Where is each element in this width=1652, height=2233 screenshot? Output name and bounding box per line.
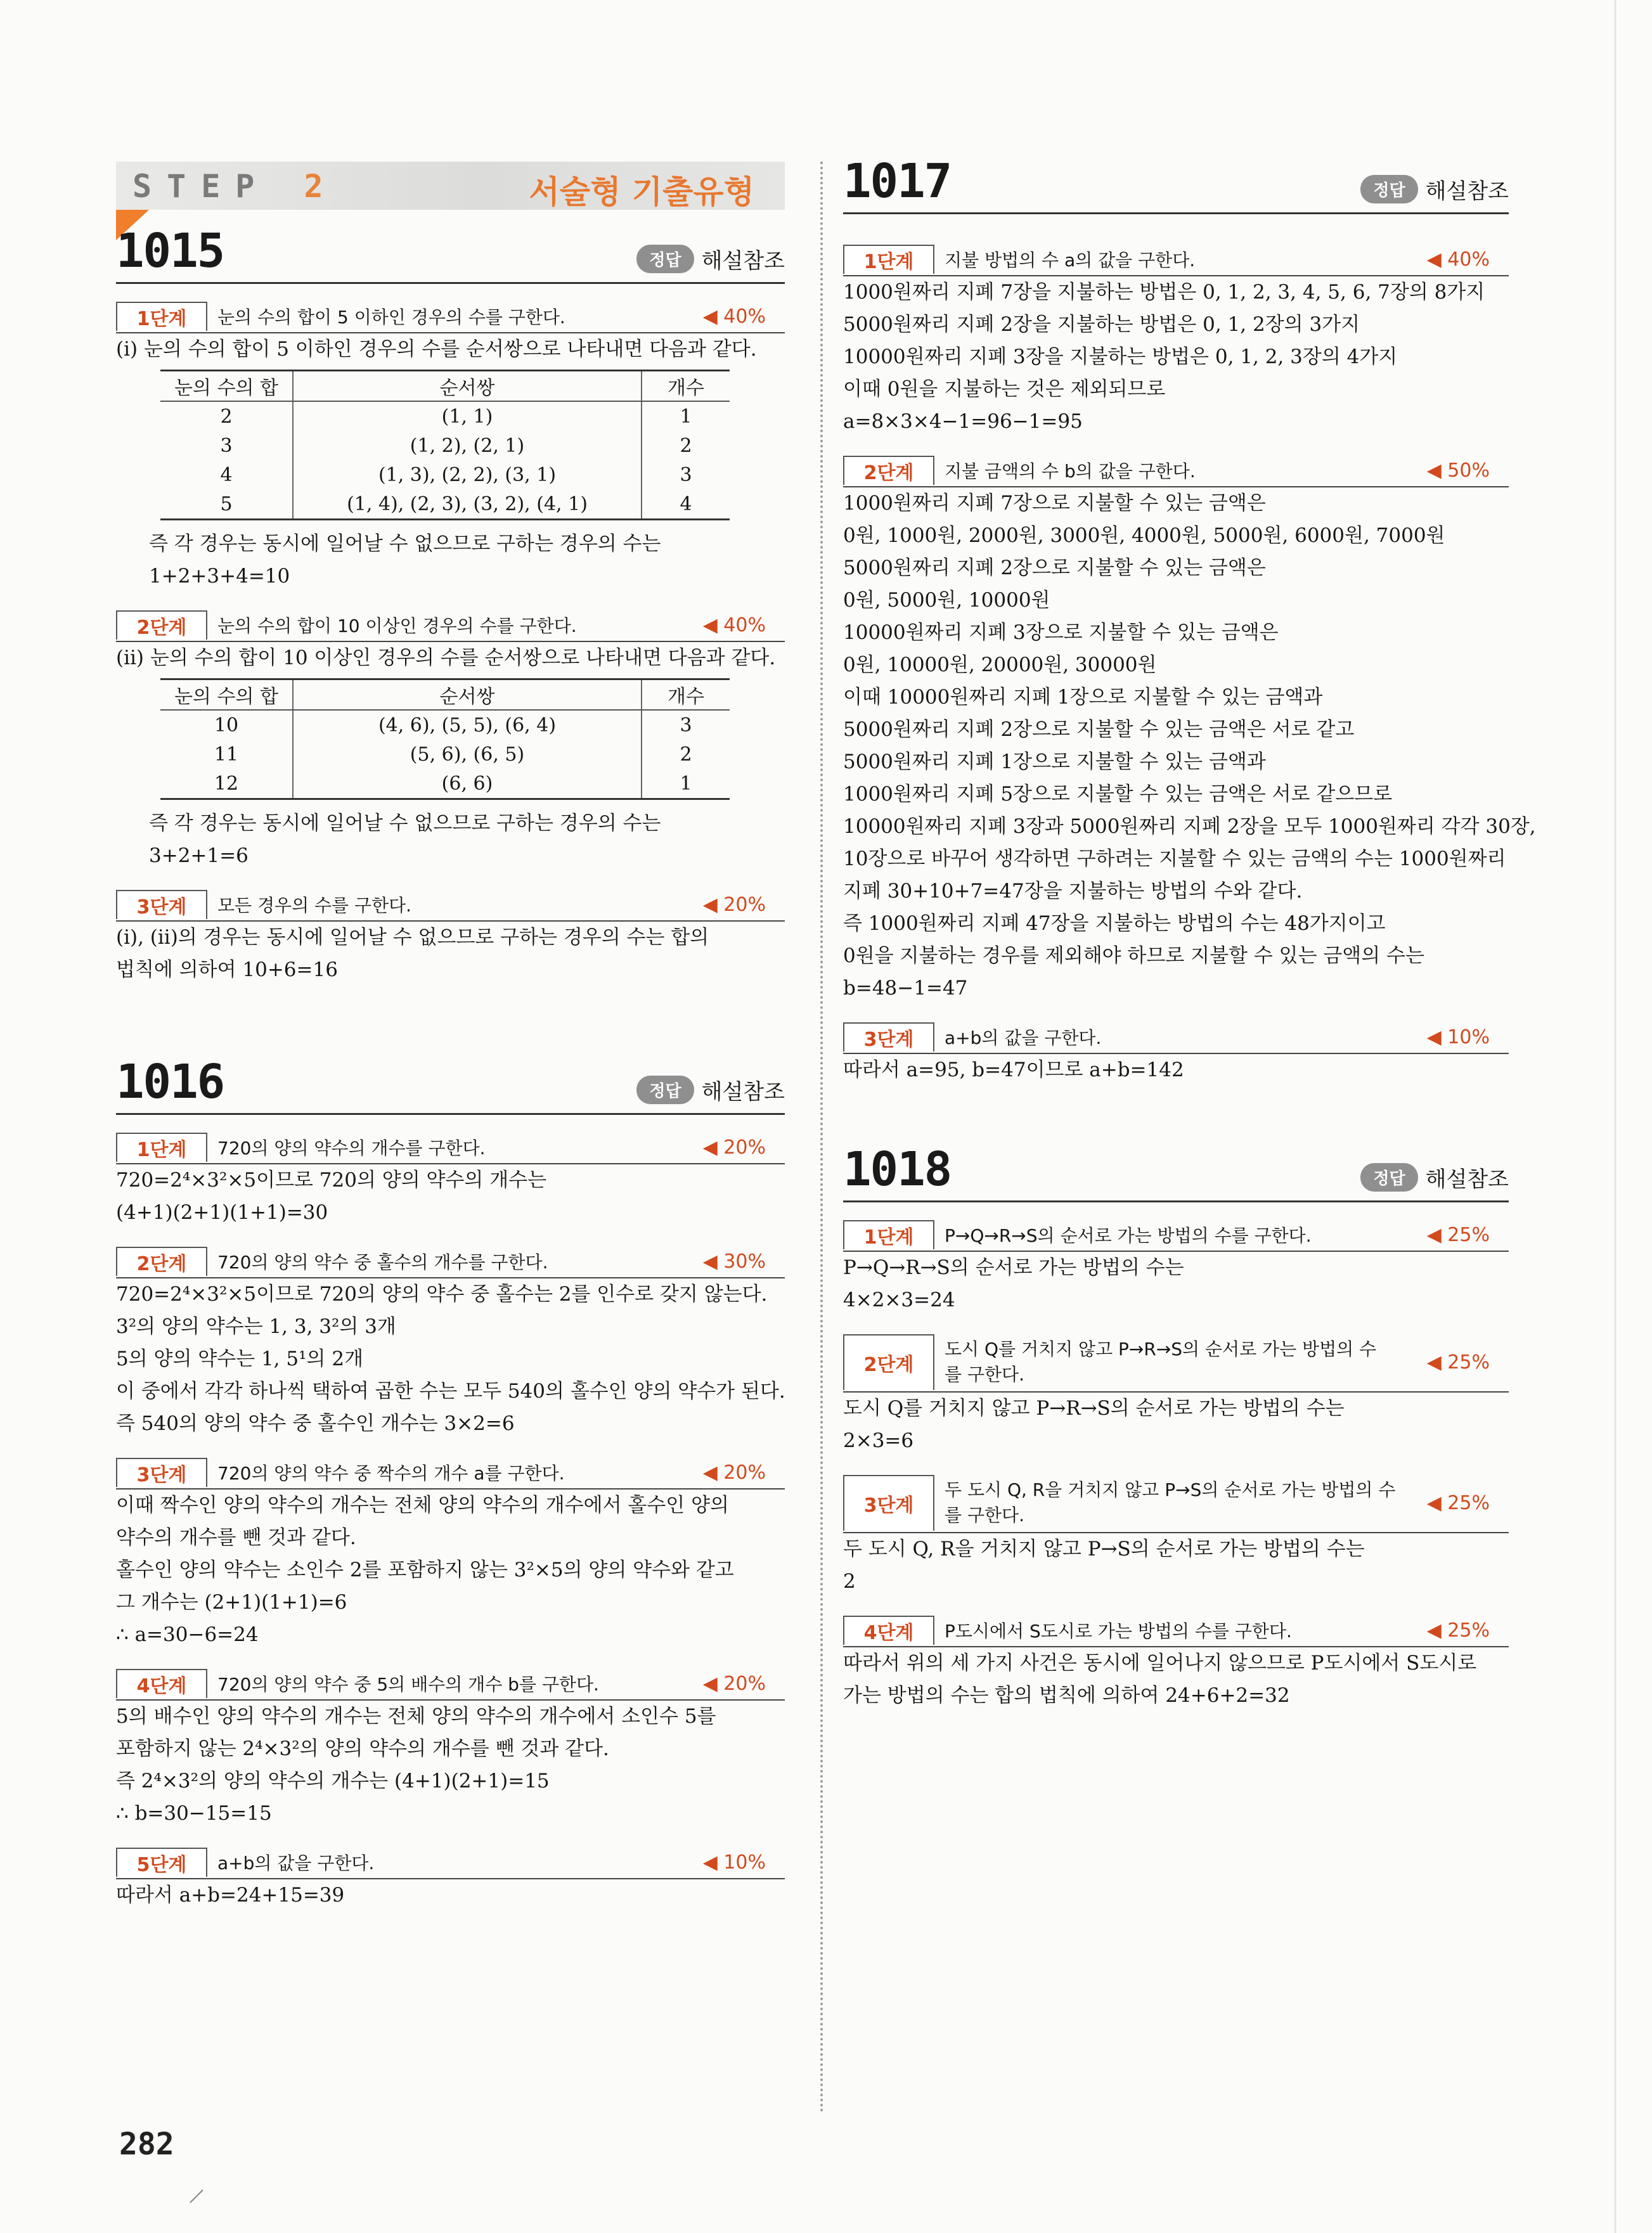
stage-1: [843, 243, 1509, 276]
solution-line: 두 도시 Q, R을 거치지 않고 P→S의 순서로 가는 방법의 수는: [843, 1538, 1365, 1561]
stage-label: 3단계: [843, 1022, 934, 1052]
stage-description: 720의 양의 약수 중 홀수의 개수를 구한다.: [217, 1252, 548, 1273]
solution-line: (ⅱ) 눈의 수의 합이 10 이상인 경우의 수를 순서쌍으로 나타내면 다음과 같다.: [116, 647, 776, 669]
stage-percent: ◀ 40%: [702, 305, 766, 328]
sum-table-2: [160, 678, 730, 800]
stage-1: [116, 300, 785, 333]
stage-description: 모든 경우의 수를 구한다.: [217, 895, 412, 916]
stage-description-line: 를 구한다.: [945, 1505, 1024, 1526]
column-divider: [820, 162, 823, 2114]
stage-percent: ◀ 40%: [702, 614, 766, 636]
answer-reference: 해설참조: [1425, 1167, 1509, 1192]
solution-line: 따라서 a+b=24+15=39: [116, 1884, 345, 1907]
stage-description: a+b의 값을 구한다.: [217, 1853, 375, 1874]
stage-3: [843, 1021, 1509, 1054]
step-title: 서술형 기출유형: [529, 174, 754, 210]
stage-label: 1단계: [843, 245, 934, 274]
solution-line: 10000원짜리 지폐 3장으로 지불할 수 있는 금액은: [843, 621, 1279, 644]
solution-line: 10000원짜리 지폐 3장과 5000원짜리 지폐 2장을 모두 1000원짜리 각각 30장,: [843, 815, 1536, 838]
solution-line: (ⅰ) 눈의 수의 합이 5 이하인 경우의 수를 순서쌍으로 나타내면 다음과 같다.: [116, 338, 757, 361]
solution-line: 1+2+3+4=10: [149, 565, 290, 588]
table-row: 10 (4, 6), (5, 5), (6, 4) 3: [160, 710, 730, 740]
stage-description-line: 두 도시 Q, R을 거치지 않고 P→S의 순서로 가는 방법의 수: [945, 1479, 1396, 1500]
stage-label: 2단계: [116, 610, 207, 640]
stage-label: 1단계: [116, 302, 207, 331]
solution-line: 즉 2⁴×3²의 양의 약수의 개수는 (4+1)(2+1)=15: [116, 1770, 550, 1792]
stage-description: 720의 양의 약수 중 짝수의 개수 a를 구한다.: [217, 1463, 565, 1484]
stage-percent: ◀ 25%: [1426, 1491, 1490, 1514]
solution-line: 0원, 5000원, 10000원: [843, 589, 1050, 612]
left-column: [116, 162, 785, 1912]
stage-description-line: 도시 Q를 거치지 않고 P→R→S의 순서로 가는 방법의 수: [945, 1339, 1377, 1360]
table-header: 눈의 수의 합: [160, 679, 293, 711]
solution-line: 2×3=6: [843, 1429, 914, 1452]
step-banner: [116, 162, 785, 210]
stage-description: 눈의 수의 합이 10 이상인 경우의 수를 구한다.: [217, 615, 577, 636]
solution-line: 1000원짜리 지폐 7장으로 지불할 수 있는 금액은: [843, 492, 1266, 515]
stage-description: [945, 1337, 1421, 1387]
solution-line: 그 개수는 (2+1)(1+1)=6: [116, 1591, 347, 1614]
table-header: 개수: [642, 679, 730, 711]
stage-description: P→Q→R→S의 순서로 가는 방법의 수를 구한다.: [945, 1225, 1312, 1246]
table-row: 3 (1, 2), (2, 1) 2: [160, 431, 730, 460]
solution-line: 5000원짜리 지폐 1장으로 지불할 수 있는 금액과: [843, 750, 1266, 773]
solution-line: 가는 방법의 수는 합의 법칙에 의하여 24+6+2=32: [843, 1684, 1290, 1707]
table-row: 4 (1, 3), (2, 2), (3, 1) 3: [160, 460, 730, 489]
stage-percent: ◀ 10%: [702, 1851, 766, 1874]
stage-label: 2단계: [843, 1334, 934, 1390]
stage-description-line: 를 구한다.: [945, 1364, 1024, 1385]
step-label: STEP 2: [132, 168, 339, 205]
solution-line: 5의 양의 약수는 1, 5¹의 2개: [116, 1348, 364, 1370]
stage-percent: ◀ 40%: [1426, 248, 1490, 271]
stage-3: [116, 889, 785, 922]
solution-line: 이 중에서 각각 하나씩 택하여 곱한 수는 모두 540의 홀수인 양의 약수가 된다.: [116, 1380, 785, 1403]
stage-4: [116, 1668, 785, 1701]
sum-table-1: [160, 370, 730, 520]
stage-label: 4단계: [843, 1616, 934, 1645]
solution-line: 도시 Q를 거치지 않고 P→R→S의 순서로 가는 방법의 수는: [843, 1397, 1345, 1420]
stage-percent: ◀ 25%: [1426, 1619, 1490, 1642]
answer-badge: 정답: [636, 245, 694, 273]
problem-1017-header: [843, 154, 1509, 214]
stage-percent: ◀ 10%: [1426, 1026, 1490, 1048]
solution-line: 10장으로 바꾸어 생각하면 구하려는 지불할 수 있는 금액의 수는 1000원짜리: [843, 847, 1506, 870]
solution-line: 약수의 개수를 뺀 것과 같다.: [116, 1526, 356, 1549]
solution-line: 홀수인 양의 약수는 소인수 2를 포함하지 않는 3²×5의 양의 약수와 같고: [116, 1559, 734, 1581]
solution-line: 3+2+1=6: [149, 844, 248, 867]
stage-percent: ◀ 20%: [702, 1461, 766, 1484]
table-row: 11 (5, 6), (6, 5) 2: [160, 740, 730, 769]
stage-description: 720의 양의 약수의 개수를 구한다.: [217, 1138, 486, 1159]
problem-1015-header: [116, 224, 785, 284]
solution-line: 2: [843, 1570, 856, 1593]
solution-line: 이때 0원을 지불하는 것은 제외되므로: [843, 378, 1166, 401]
solution-line: 즉 1000원짜리 지폐 47장을 지불하는 방법의 수는 48가지이고: [843, 912, 1386, 935]
problem-number: 1018: [843, 1142, 952, 1197]
stage-3: [116, 1457, 785, 1490]
solution-line: 0원, 10000원, 20000원, 30000원: [843, 653, 1157, 676]
stage-percent: ◀ 20%: [702, 893, 766, 916]
right-column: [843, 154, 1536, 1712]
stage-4: [843, 1614, 1509, 1647]
stage-label: 3단계: [116, 1458, 207, 1487]
solution-line: 포함하지 않는 2⁴×3²의 양의 약수의 개수를 뺀 것과 같다.: [116, 1737, 609, 1760]
problem-1016-header: [116, 1055, 785, 1115]
stage-label: 1단계: [843, 1220, 934, 1249]
stage-2: [116, 609, 785, 642]
solution-line: P→Q→R→S의 순서로 가는 방법의 수는: [843, 1256, 1184, 1279]
solution-line: 따라서 위의 세 가지 사건은 동시에 일어나지 않으므로 P도시에서 S도시로: [843, 1652, 1477, 1675]
answer-reference: 해설참조: [701, 1079, 785, 1105]
solution-line: 0원을 지불하는 경우를 제외해야 하므로 지불할 수 있는 금액의 수는: [843, 944, 1424, 967]
solution-line: 720=2⁴×3²×5이므로 720의 양의 약수의 개수는: [116, 1169, 547, 1192]
solution-line: 즉 540의 양의 약수 중 홀수인 개수는 3×2=6: [116, 1412, 515, 1435]
solution-line: 1000원짜리 지폐 5장으로 지불할 수 있는 금액은 서로 같으므로: [843, 783, 1393, 806]
table-row: 5 (1, 4), (2, 3), (3, 2), (4, 1) 4: [160, 489, 730, 520]
solution-line: ∴ b=30−15=15: [116, 1802, 272, 1825]
table-row: 12 (6, 6) 1: [160, 769, 730, 799]
solution-line: 즉 각 경우는 동시에 일어날 수 없으므로 구하는 경우의 수는: [149, 812, 661, 835]
stage-label: 4단계: [116, 1669, 207, 1698]
solution-line: 5의 배수인 양의 약수의 개수는 전체 양의 약수의 개수에서 소인수 5를: [116, 1705, 716, 1728]
solution-line: 따라서 a=95, b=47이므로 a+b=142: [843, 1059, 1184, 1081]
solution-line: 이때 짝수인 양의 약수의 개수는 전체 양의 약수의 개수에서 홀수인 양의: [116, 1494, 729, 1517]
table-row: 2 (1, 1) 1: [160, 401, 730, 431]
stage-percent: ◀ 25%: [1426, 1351, 1490, 1374]
solution-line: 5000원짜리 지폐 2장으로 지불할 수 있는 금액은: [843, 557, 1266, 579]
stage-percent: ◀ 20%: [702, 1136, 766, 1159]
stage-label: 3단계: [116, 890, 207, 919]
stage-description: P도시에서 S도시로 가는 방법의 수를 구한다.: [945, 1621, 1292, 1642]
stage-description: [945, 1477, 1421, 1528]
stage-label: 2단계: [116, 1247, 207, 1276]
solution-line: 0원, 1000원, 2000원, 3000원, 4000원, 5000원, 6000원, 7000원: [843, 524, 1445, 547]
solution-line: (ⅰ), (ⅱ)의 경우는 동시에 일어날 수 없으므로 구하는 경우의 수는 합의: [116, 926, 709, 949]
stage-label: 5단계: [116, 1848, 207, 1877]
answer-reference: 해설참조: [1425, 179, 1509, 204]
stage-2: [116, 1245, 785, 1278]
solution-line: 즉 각 경우는 동시에 일어날 수 없으므로 구하는 경우의 수는: [149, 532, 661, 555]
stage-1: [116, 1131, 785, 1164]
stage-description: 720의 양의 약수 중 5의 배수의 개수 b를 구한다.: [217, 1674, 599, 1695]
stage-percent: ◀ 30%: [702, 1250, 766, 1273]
stage-percent: ◀ 50%: [1426, 459, 1490, 482]
answer-badge: 정답: [1360, 1163, 1417, 1192]
solution-line: 5000원짜리 지폐 2장으로 지불할 수 있는 금액은 서로 같고: [843, 718, 1355, 741]
stage-description: 지불 금액의 수 b의 값을 구한다.: [945, 461, 1196, 482]
stage-3: [843, 1474, 1509, 1533]
solution-line: 1000원짜리 지폐 7장을 지불하는 방법은 0, 1, 2, 3, 4, 5, 6, 7장의 8가지: [843, 281, 1485, 304]
solution-line: ∴ a=30−6=24: [116, 1623, 259, 1646]
solution-line: 5000원짜리 지폐 2장을 지불하는 방법은 0, 1, 2장의 3가지: [843, 313, 1360, 336]
solution-line: 법칙에 의하여 10+6=16: [116, 958, 338, 981]
solution-line: a=8×3×4−1=96−1=95: [843, 410, 1083, 433]
table-header: 개수: [642, 371, 730, 402]
stage-percent: ◀ 20%: [702, 1672, 766, 1695]
stage-description: 지불 방법의 수 a의 값을 구한다.: [945, 250, 1196, 271]
stage-label: 2단계: [843, 456, 934, 485]
solution-line: 720=2⁴×3²×5이므로 720의 양의 약수 중 홀수는 2를 인수로 갖지 않는다.: [116, 1283, 768, 1306]
table-header: 순서쌍: [293, 371, 642, 402]
problem-number: 1015: [116, 224, 224, 278]
solution-line: b=48−1=47: [843, 977, 968, 1000]
stage-description: 눈의 수의 합이 5 이하인 경우의 수를 구한다.: [217, 307, 565, 328]
solution-line: 3²의 양의 약수는 1, 3, 3²의 3개: [116, 1315, 396, 1338]
stage-2: [843, 454, 1509, 487]
solution-line: 10000원짜리 지폐 3장을 지불하는 방법은 0, 1, 2, 3장의 4가지: [843, 345, 1398, 368]
stage-1: [843, 1219, 1509, 1252]
stage-percent: ◀ 25%: [1426, 1223, 1490, 1246]
stage-5: [116, 1846, 785, 1879]
problem-1018-header: [843, 1142, 1509, 1202]
solution-line: 이때 10000원짜리 지폐 1장으로 지불할 수 있는 금액과: [843, 686, 1323, 709]
table-header: 순서쌍: [293, 679, 642, 711]
answer-badge: 정답: [636, 1076, 694, 1104]
table-header: 눈의 수의 합: [160, 371, 293, 402]
solution-line: 4×2×3=24: [843, 1289, 955, 1311]
page-number: 282: [119, 2127, 174, 2162]
answer-reference: 해설참조: [701, 248, 785, 274]
stage-label: 3단계: [843, 1475, 934, 1531]
answer-badge: 정답: [1360, 175, 1417, 203]
solution-line: (4+1)(2+1)(1+1)=30: [116, 1201, 328, 1224]
stage-label: 1단계: [116, 1133, 207, 1162]
problem-number: 1016: [116, 1055, 224, 1109]
stage-description: a+b의 값을 구한다.: [945, 1027, 1102, 1048]
solution-line: 지폐 30+10+7=47장을 지불하는 방법의 수와 같다.: [843, 880, 1303, 903]
stage-2: [843, 1333, 1509, 1393]
problem-number: 1017: [843, 154, 952, 209]
